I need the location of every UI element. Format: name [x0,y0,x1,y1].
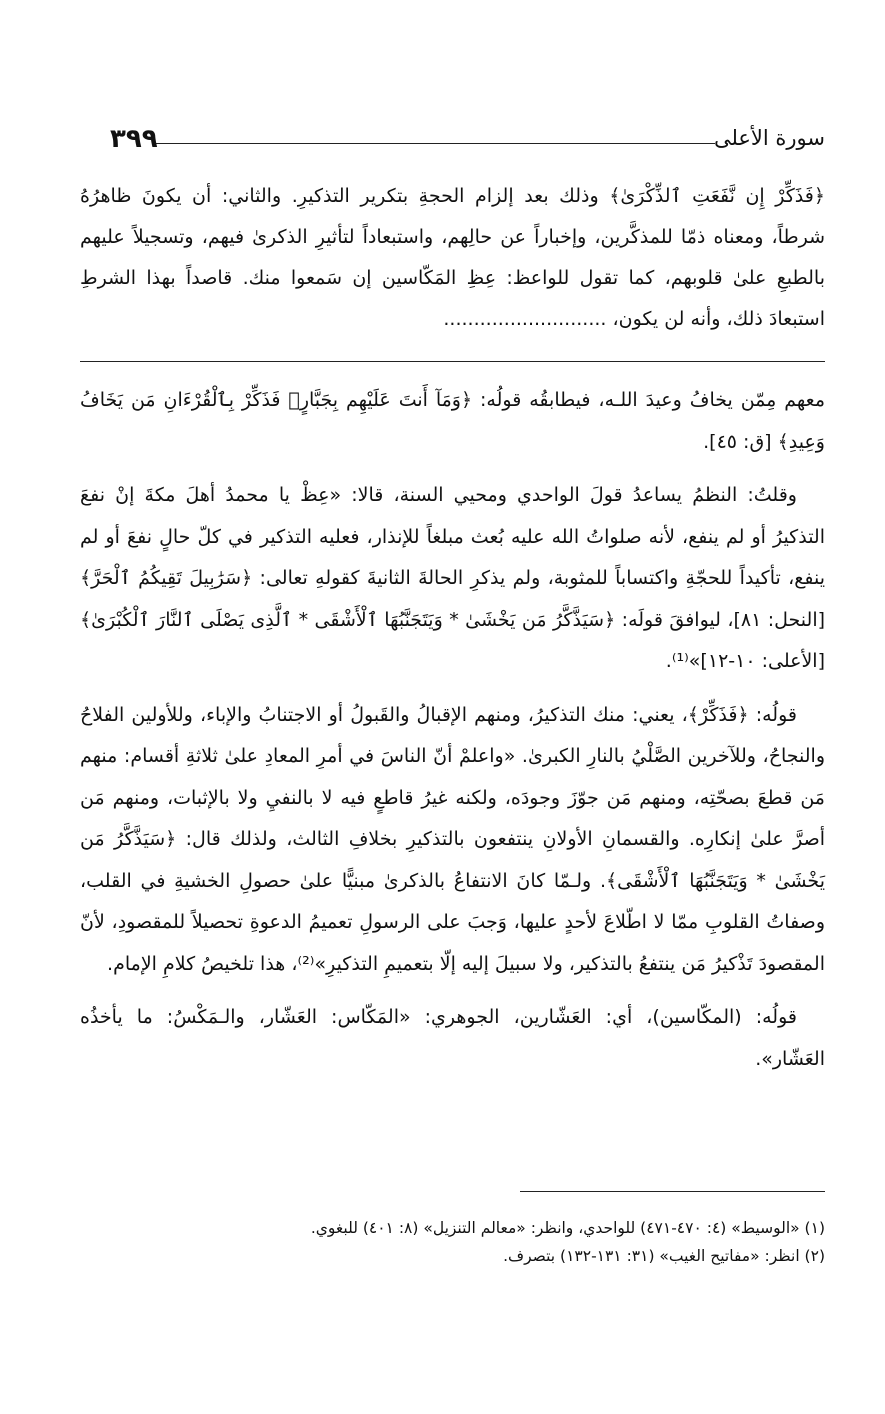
commentary-paragraph: معهم مِمّن يخافُ وعيدَ اللـه، فيطابقُه قولُه: ﴿وَمَآ أَنتَ عَلَيْهِم بِجَبَّارٍۖ فَذَكِّرْ بِٱلْقُرْءَانِ مَن يَخَافُ وَعِيدِ﴾ [ق: ٤٥]. [80,389,825,453]
surah-title: سورة الأعلى [713,126,825,150]
running-header [110,124,825,164]
footnotes [80,1214,825,1270]
header-rule [156,143,715,144]
footnote: (٢) انظر: «مفاتيح الغيب» (٣١: ١٣١-١٣٢) بتصرف. [503,1247,825,1265]
section-divider [80,361,825,362]
page-number: ٣٩٩ [110,124,158,154]
commentary-block [80,380,825,1092]
commentary-paragraph: وقلتُ: النظمُ يساعدُ قولَ الواحدي ومحيي السنة، قالا: «عِظْ يا محمدُ أهلَ مكةَ إنْ نفعَ التذكيرُ أو لم ينفع، لأنه صلواتُ الله عليه بُعث مبلغاً للإنذار، فعليه التذكير في كلّ حالٍ نفعَ أو لم ينفع، تأكيداً للحجّةِ واكتساباً للمثوبة، ولم يذكرِ الحالةَ الثانيةَ كقولهِ تعالى: ﴿سَرَٰبِيلَ تَقِيكُمُ ٱلْحَرَّ﴾ [النحل: ٨١]، ليوافقَ قولَه: ﴿سَيَذَّكَّرُ مَن يَخْشَىٰ * وَيَتَجَنَّبُهَا ٱلْأَشْقَى * ٱلَّذِى يَصْلَى ٱلنَّارَ ٱلْكُبْرَىٰ﴾ [الأعلى: ١٠-١٢]»⁽¹⁾. [80,484,826,672]
footnote-rule [520,1191,825,1192]
commentary-paragraph: قولُه: (المكّاسين)، أي: العَشّارين، الجوهري: «المَكّاس: العَشّار، والـمَكْسُ: ما يأخذُه العَشّار». [80,1006,825,1070]
commentary-paragraph: قولُه: ﴿فَذَكِّرْ﴾، يعني: منك التذكيرُ، ومنهم الإقبالُ والقَبولُ أو الاجتنابُ والإباء، وللأولين الفلاحُ والنجاحُ، وللآخرين الصَّلْيُ بالنارِ الكبرىٰ. «واعلمْ أنّ الناسَ في أمرِ المعادِ علىٰ ثلاثةِ أقسام: منهم مَن قطعَ بصحّتِه، ومنهم مَن جوّزَ وجودَه، ولكنه غيرُ قاطعٍ فيه لا بالنفيِ ولا بالإثبات، ومنهم مَن أصرَّ علىٰ إنكارِه. والقسمانِ الأولانِ ينتفعون بالتذكيرِ بخلافِ الثالث، ولذلك قال: ﴿سَيَذَّكَّرُ مَن يَخْشَىٰ * وَيَتَجَنَّبُهَا ٱلْأَشْقَى﴾. ولـمّا كانَ الانتفاعُ بالذكرىٰ مبنيًّا علىٰ حصولِ الخشيةِ في القلب، وصفاتُ القلوبِ ممّا لا اطّلاعَ لأحدٍ عليها، وَجبَ على الرسولِ تعميمُ الدعوةِ تحصيلاً للمقصودِ، لأنّ المقصودَ تَذْكيرُ مَن ينتفعُ بالتذكير، ولا سبيلَ إليه إلّا بتعميمِ التذكيرِ»⁽²⁾، هذا تلخيصُ كلامِ الإمام. [80,703,825,975]
quoted-text-block: ﴿فَذَكِّرْ إِن نَّفَعَتِ ٱلذِّكْرَىٰ﴾ وذلك بعد إلزام الحجةِ بتكرير التذكيرِ. والثاني: أن يكونَ ظاهرُهُ شرطاً، ومعناه ذمّا للمذكَّرين، وإخباراً عن حالِهم، واستبعاداً لتأثيرِ الذكرىٰ فيهم، وتسجيلاً عليهم بالطبعِ علىٰ قلوبهم، كما تقول للواعظ: عِظِ المَكّاسين إن سَمعوا منك. قاصداً بهذا الشرطِ استبعادَ ذلك، وأنه لن يكون، ........................... [80,185,825,330]
footnote: (١) «الوسيط» (٤: ٤٧٠-٤٧١) للواحدي، وانظر: «معالم التنزيل» (٨: ٤٠١) للبغوي. [310,1219,825,1237]
